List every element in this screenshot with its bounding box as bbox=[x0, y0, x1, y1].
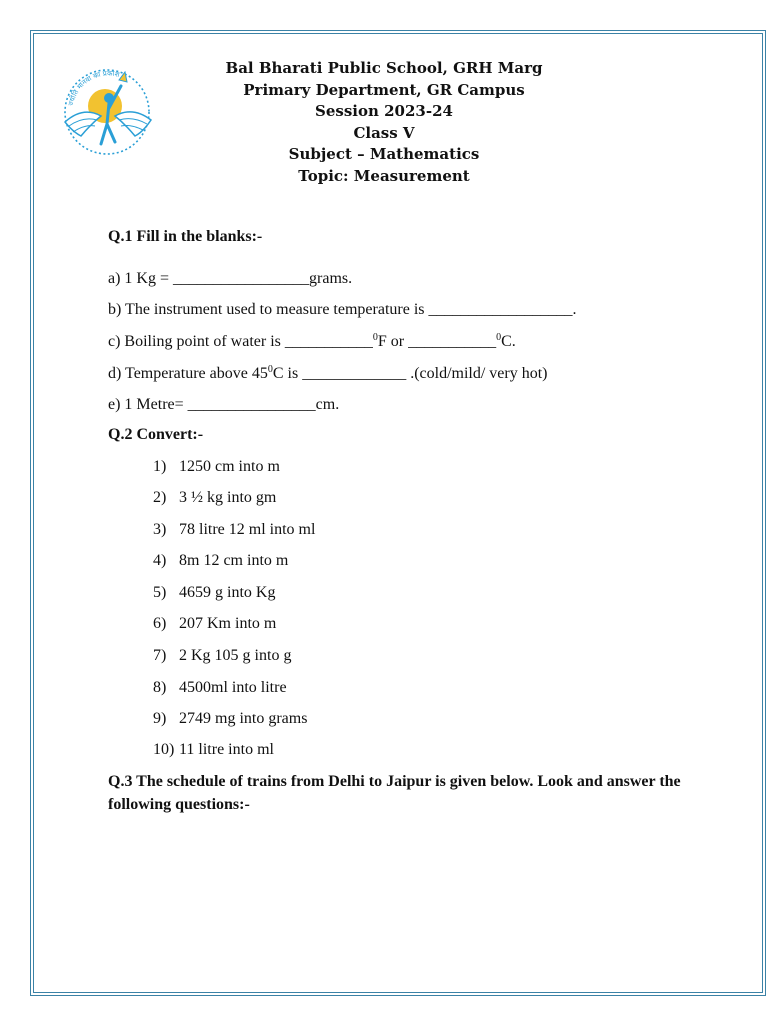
q1-item-d-text1: d) Temperature above 45 bbox=[108, 365, 268, 382]
q3-heading: Q.3 The schedule of trains from Delhi to Jaipur is given below. Look and answer the following questions:- bbox=[108, 773, 681, 813]
list-item-text: 3 ½ kg into gm bbox=[179, 489, 277, 506]
list-item-number: 9) bbox=[153, 710, 167, 727]
q2-heading: Q.2 Convert:- bbox=[108, 426, 204, 443]
list-item bbox=[153, 489, 276, 507]
list-item-number: 5) bbox=[153, 584, 167, 601]
list-item bbox=[153, 679, 287, 697]
list-item-number: 7) bbox=[153, 647, 167, 664]
session-label: Session 2023-24 bbox=[315, 102, 453, 120]
q1-item-c-text1: c) Boiling point of water is ___________ bbox=[108, 333, 373, 350]
list-item bbox=[153, 615, 276, 633]
list-item bbox=[153, 458, 280, 476]
topic-label: Topic: Measurement bbox=[298, 166, 470, 185]
list-item-text: 78 litre 12 ml into ml bbox=[179, 521, 316, 538]
q1-item-b: b) The instrument used to measure temperature is __________________. bbox=[108, 301, 577, 318]
list-item-number: 4) bbox=[153, 552, 167, 569]
list-item-number: 10) bbox=[153, 741, 175, 758]
subject-label: Subject – Mathematics bbox=[288, 145, 480, 163]
list-item bbox=[153, 552, 288, 570]
logo-motto: ज्योति मानवा का प्रकाश bbox=[67, 69, 121, 107]
list-item-number: 6) bbox=[153, 615, 167, 632]
list-item-text: 4500ml into litre bbox=[179, 679, 287, 696]
class-label: Class V bbox=[353, 123, 415, 142]
list-item-text: 2749 mg into grams bbox=[179, 710, 308, 727]
q1-item-d-text2: C is _____________ .(cold/mild/ very hot) bbox=[272, 365, 548, 382]
list-item-text: 4659 g into Kg bbox=[179, 584, 276, 601]
q1-item-c-text3: C. bbox=[501, 333, 516, 350]
list-item-text: 2 Kg 105 g into g bbox=[179, 647, 292, 664]
q1-heading: Q.1 Fill in the blanks:- bbox=[108, 228, 263, 245]
list-item-text: 8m 12 cm into m bbox=[179, 552, 289, 569]
list-item bbox=[153, 741, 274, 759]
q1-item-e: e) 1 Metre= ________________cm. bbox=[108, 396, 340, 413]
list-item-number: 3) bbox=[153, 521, 167, 538]
list-item bbox=[153, 710, 307, 728]
list-item bbox=[153, 647, 291, 665]
school-logo-icon bbox=[55, 66, 167, 162]
list-item bbox=[153, 521, 315, 539]
degree-sup: 0 bbox=[496, 332, 502, 343]
q1-item-a: a) 1 Kg = _________________grams. bbox=[108, 270, 353, 287]
degree-sup: 0 bbox=[372, 332, 378, 343]
list-item-text: 207 Km into m bbox=[179, 615, 277, 632]
document-header bbox=[170, 58, 598, 187]
list-item-text: 1250 cm into m bbox=[179, 458, 280, 475]
list-item-number: 2) bbox=[153, 489, 167, 506]
q1-item-d bbox=[108, 364, 548, 383]
q1-item-c-text2: F or ___________ bbox=[377, 333, 497, 350]
list-item bbox=[153, 584, 275, 602]
list-item-number: 1) bbox=[153, 458, 167, 475]
school-name: Bal Bharati Public School, GRH Marg bbox=[225, 59, 543, 77]
degree-sup: 0 bbox=[267, 364, 273, 375]
list-item-number: 8) bbox=[153, 679, 167, 696]
list-item-text: 11 litre into ml bbox=[179, 741, 274, 758]
department-name: Primary Department, GR Campus bbox=[243, 80, 525, 99]
q1-item-c bbox=[108, 332, 516, 351]
